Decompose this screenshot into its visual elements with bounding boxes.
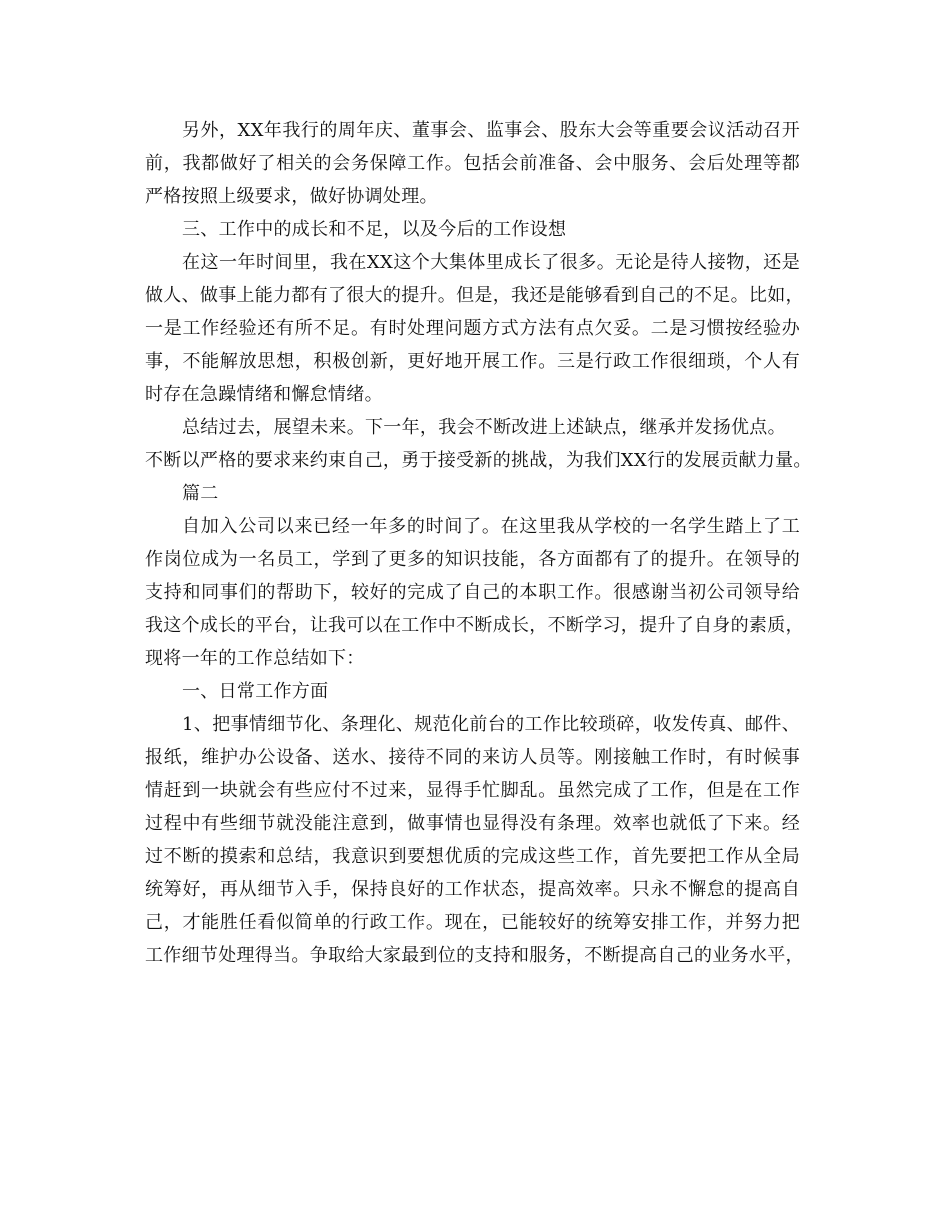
text-line: 事，不能解放思想，积极创新，更好地开展工作。三是行政工作很细琐，个人有 — [145, 351, 800, 372]
text-line: 总结过去，展望未来。下一年，我会不断改进上述缺点，继承并发扬优点。 — [182, 417, 786, 438]
text-line: 过不断的摸索和总结，我意识到要想优质的完成这些工作，首先要把工作从全局 — [145, 846, 800, 867]
text-line: 一是工作经验还有所不足。有时处理问题方式方法有点欠妥。二是习惯按经验办 — [145, 318, 800, 339]
text-line: 前，我都做好了相关的会务保障工作。包括会前准备、会中服务、会后处理等都 — [145, 153, 800, 174]
text-line: 现将一年的工作总结如下： — [145, 648, 365, 669]
text-line: 过程中有些细节就没能注意到，做事情也显得没有条理。效率也就低了下来。经 — [145, 813, 800, 834]
text-line: 做人、做事上能力都有了很大的提升。但是，我还是能够看到自己的不足。比如， — [145, 285, 804, 306]
text-line: 支持和同事们的帮助下，较好的完成了自己的本职工作。很感谢当初公司领导给 — [145, 582, 800, 603]
text-line: 篇二 — [182, 483, 219, 504]
text-line: 己，才能胜任看似简单的行政工作。现在，已能较好的统筹安排工作，并努力把 — [145, 912, 800, 933]
text-line: 自加入公司以来已经一年多的时间了。在这里我从学校的一名学生踏上了工 — [182, 516, 800, 537]
text-line: 严格按照上级要求，做好协调处理。 — [145, 186, 438, 207]
text-line: 报纸，维护办公设备、送水、接待不同的来访人员等。刚接触工作时，有时候事 — [145, 747, 800, 768]
text-line: 我这个成长的平台，让我可以在工作中不断成长，不断学习，提升了自身的素质， — [145, 615, 804, 636]
text-line: 情赶到一块就会有些应付不过来，显得手忙脚乱。虽然完成了工作，但是在工作 — [145, 780, 800, 801]
text-line: 工作细节处理得当。争取给大家最到位的支持和服务，不断提高自己的业务水平， — [145, 945, 804, 966]
text-line: 统筹好，再从细节入手，保持良好的工作状态，提高效率。只永不懈怠的提高自 — [145, 879, 800, 900]
document-body — [145, 114, 835, 972]
text-line: 三、工作中的成长和不足，以及今后的工作设想 — [182, 219, 567, 240]
text-line: 1、把事情细节化、条理化、规范化前台的工作比较琐碎，收发传真、邮件、 — [182, 714, 800, 735]
text-line: 作岗位成为一名员工，学到了更多的知识技能，各方面都有了的提升。在领导的 — [145, 549, 800, 570]
text-line: 一、日常工作方面 — [182, 681, 329, 702]
text-line: 时存在急躁情绪和懈怠情绪。 — [145, 384, 383, 405]
text-line: 不断以严格的要求来约束自己，勇于接受新的挑战，为我们XX行的发展贡献力量。 — [145, 450, 812, 471]
text-line: 在这一年时间里，我在XX这个大集体里成长了很多。无论是待人接物，还是 — [182, 252, 800, 273]
text-line: 另外，XX年我行的周年庆、董事会、监事会、股东大会等重要会议活动召开 — [182, 120, 800, 141]
